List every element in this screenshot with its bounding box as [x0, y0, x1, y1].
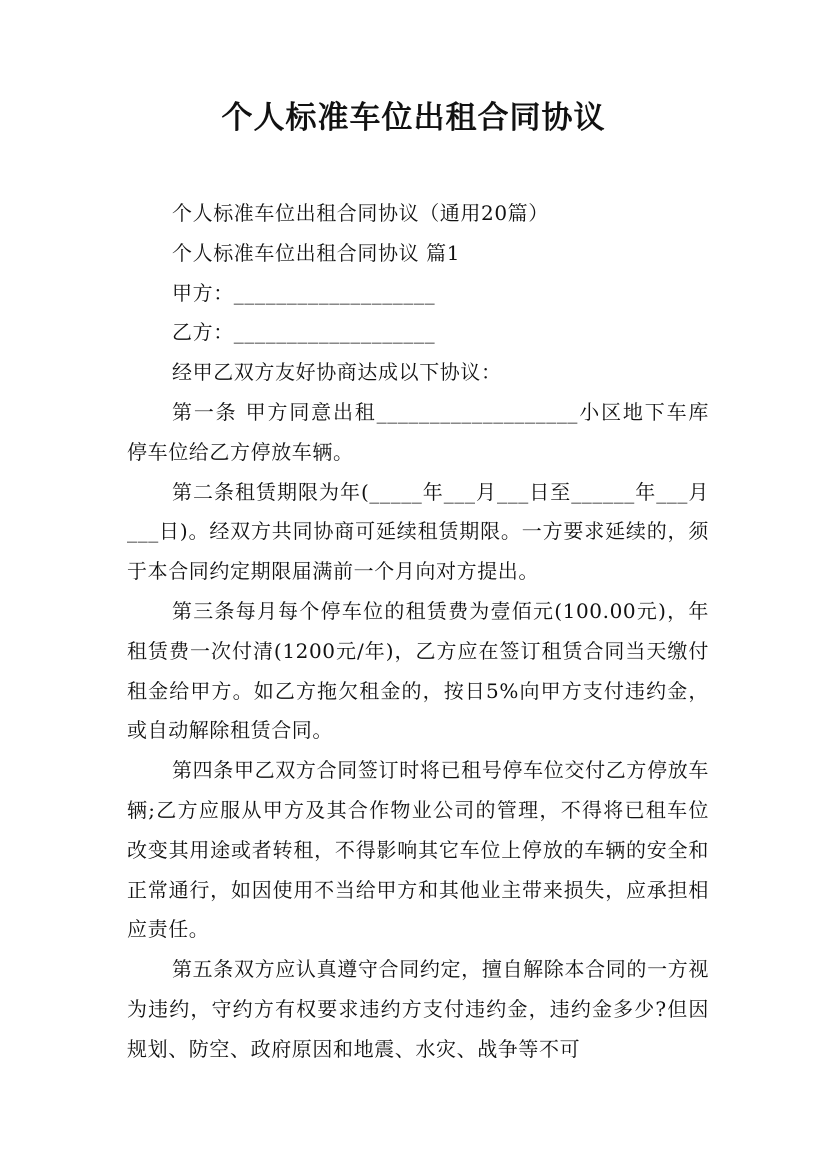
document-title: 个人标准车位出租合同协议 [221, 100, 606, 136]
party-a-line: 甲方：___________________ [172, 280, 436, 305]
article-1-paragraph: 第一条 甲方同意出租___________________小区地下车库停车位给乙方停放车辆。 [127, 399, 709, 464]
subtitle-paragraph: 个人标准车位出租合同协议（通用20篇） [172, 201, 549, 225]
agreement-intro: 经甲乙双方友好协商达成以下协议： [172, 360, 502, 385]
article-5-paragraph: 第五条双方应认真遵守合同约定，擅自解除本合同的一方视为违约，守约方有权要求违约方支付违约金，违约金多少?但因规划、防空、政府原因和地震、水灾、战争等不可 [127, 957, 709, 1061]
party-b-line: 乙方：___________________ [172, 320, 436, 345]
article-3-paragraph: 第三条每月每个停车位的租赁费为壹佰元(100.00元)，年租赁费一次付清(1200元/年)，乙方应在签订租赁合同当天缴付租金给甲方。如乙方拖欠租金的，按日5%向甲方支付违约金，或自动解除租赁合同。 [127, 598, 709, 743]
section-heading: 个人标准车位出租合同协议 篇1 [172, 240, 461, 265]
document-body [127, 194, 709, 1070]
article-4-paragraph: 第四条甲乙双方合同签订时将已租号停车位交付乙方停放车辆;乙方应服从甲方及其合作物业公司的管理，不得将已租车位改变其用途或者转租，不得影响其它车位上停放的车辆的安全和正常通行，如因使用不当给甲方和其他业主带来损失，应承担相应责任。 [127, 758, 709, 942]
article-2-paragraph: 第二条租赁期限为年(_____年___月___日至______年___月___日)。经双方共同协商可延续租赁期限。一方要求延续的，须于本合同约定期限届满前一个月向对方提出。 [127, 479, 709, 584]
